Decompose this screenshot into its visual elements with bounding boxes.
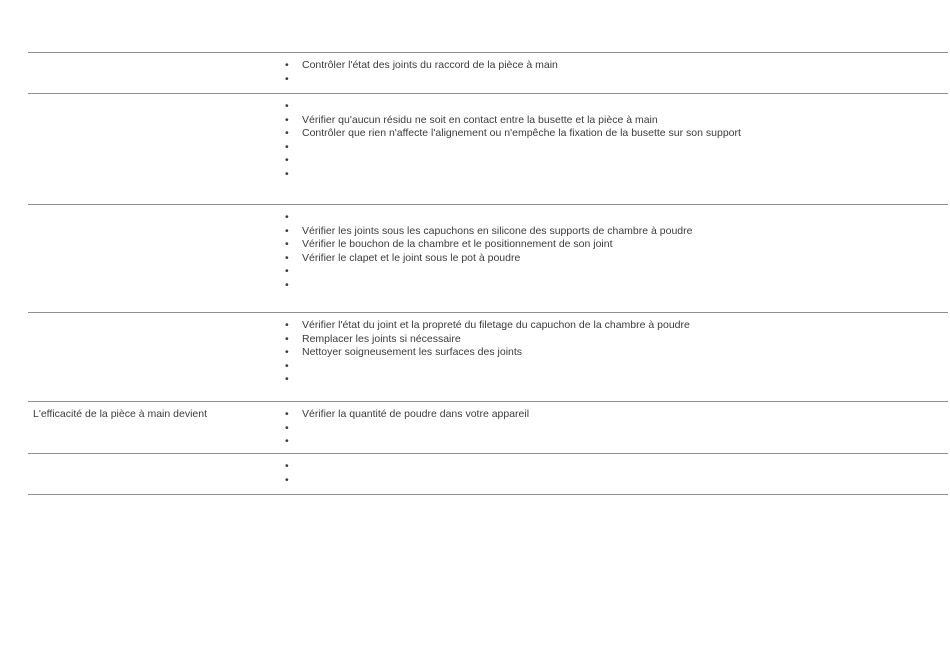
list-item bbox=[285, 279, 948, 293]
action-text bbox=[302, 100, 948, 114]
list-item bbox=[285, 435, 948, 449]
list-item bbox=[285, 422, 948, 436]
action-text bbox=[302, 265, 948, 279]
actions-cell bbox=[285, 408, 948, 453]
list-item bbox=[285, 100, 948, 114]
bullet-icon: • bbox=[285, 435, 289, 448]
action-text bbox=[302, 154, 948, 168]
list-item bbox=[285, 73, 948, 87]
bullet-icon: • bbox=[285, 154, 289, 167]
table-row bbox=[28, 205, 948, 313]
table-row bbox=[28, 402, 948, 454]
bullet-icon: • bbox=[285, 140, 289, 153]
bullet-icon: • bbox=[285, 211, 289, 223]
action-text bbox=[302, 373, 948, 387]
actions-cell bbox=[285, 59, 948, 93]
action-text: Vérifier l'état du joint et la propreté du filetage du capuchon de la chambre à poudre bbox=[302, 319, 690, 331]
table-row bbox=[28, 454, 948, 495]
list-item bbox=[285, 59, 948, 73]
action-text: Contrôler que rien n'affecte l'alignement ou n'empêche la fixation de la busette sur son support bbox=[302, 127, 741, 140]
action-text: Vérifier le clapet et le joint sous le pot à poudre bbox=[302, 251, 521, 264]
action-text bbox=[302, 211, 948, 225]
actions-cell bbox=[285, 319, 948, 401]
bullet-icon: • bbox=[285, 346, 289, 359]
list-item bbox=[285, 333, 948, 347]
bullet-icon: • bbox=[285, 359, 289, 372]
bullet-icon: • bbox=[285, 460, 289, 472]
cause-cell bbox=[28, 100, 285, 204]
bullet-icon: • bbox=[285, 332, 289, 345]
bullet-icon: • bbox=[285, 224, 289, 237]
cause-cell: L'efficacité de la pièce à main devient bbox=[33, 408, 208, 420]
list-item bbox=[285, 114, 948, 128]
bullet-icon: • bbox=[285, 59, 289, 71]
action-text: Vérifier la quantité de poudre dans votre appareil bbox=[302, 408, 530, 420]
action-text: Vérifier les joints sous les capuchons en silicone des supports de chambre à poudre bbox=[302, 224, 693, 237]
bullet-icon: • bbox=[285, 278, 289, 291]
action-text bbox=[302, 168, 948, 182]
action-text bbox=[302, 279, 948, 293]
bullet-icon: • bbox=[285, 265, 289, 278]
bullet-icon: • bbox=[285, 100, 289, 112]
action-text: Vérifier qu'aucun résidu ne soit en contact entre la busette et la pièce à main bbox=[302, 113, 658, 126]
list-item bbox=[285, 346, 948, 360]
list-item bbox=[285, 141, 948, 155]
bullet-icon: • bbox=[285, 113, 289, 126]
actions-cell bbox=[285, 100, 948, 204]
bullet-icon: • bbox=[285, 319, 289, 331]
table-row bbox=[28, 94, 948, 205]
list-item bbox=[285, 373, 948, 387]
bullet-icon: • bbox=[285, 251, 289, 264]
list-item bbox=[285, 360, 948, 374]
action-text: Contrôler l'état des joints du raccord de la pièce à main bbox=[302, 59, 558, 71]
list-item bbox=[285, 225, 948, 239]
cause-cell bbox=[28, 59, 285, 93]
bullet-icon: • bbox=[285, 373, 289, 386]
action-text bbox=[302, 73, 948, 87]
bullet-icon: • bbox=[285, 408, 289, 420]
list-item bbox=[285, 252, 948, 266]
bullet-icon: • bbox=[285, 127, 289, 140]
action-text bbox=[302, 460, 948, 474]
bullet-icon: • bbox=[285, 473, 289, 486]
list-item bbox=[285, 319, 948, 333]
cause-cell bbox=[28, 460, 285, 494]
action-text bbox=[302, 435, 948, 449]
cause-cell bbox=[28, 211, 285, 312]
list-item bbox=[285, 211, 948, 225]
list-item bbox=[285, 265, 948, 279]
cause-cell bbox=[28, 319, 285, 401]
bullet-icon: • bbox=[285, 238, 289, 251]
table-row bbox=[28, 53, 948, 94]
bullet-icon: • bbox=[285, 421, 289, 434]
table-row bbox=[28, 313, 948, 402]
list-item bbox=[285, 474, 948, 488]
bullet-icon: • bbox=[285, 167, 289, 180]
action-text: Remplacer les joints si nécessaire bbox=[302, 332, 461, 345]
actions-cell bbox=[285, 460, 948, 494]
list-item bbox=[285, 154, 948, 168]
list-item bbox=[285, 127, 948, 141]
action-text: Nettoyer soigneusement les surfaces des joints bbox=[302, 346, 523, 359]
list-item bbox=[285, 408, 948, 422]
action-text bbox=[302, 474, 948, 488]
bullet-icon: • bbox=[285, 72, 289, 85]
actions-cell bbox=[285, 211, 948, 312]
action-text bbox=[302, 360, 948, 374]
list-item bbox=[285, 168, 948, 182]
action-text: Vérifier le bouchon de la chambre et le positionnement de son joint bbox=[302, 238, 613, 251]
action-text bbox=[302, 422, 948, 436]
list-item bbox=[285, 460, 948, 474]
troubleshooting-table bbox=[28, 52, 948, 495]
action-text bbox=[302, 141, 948, 155]
list-item bbox=[285, 238, 948, 252]
